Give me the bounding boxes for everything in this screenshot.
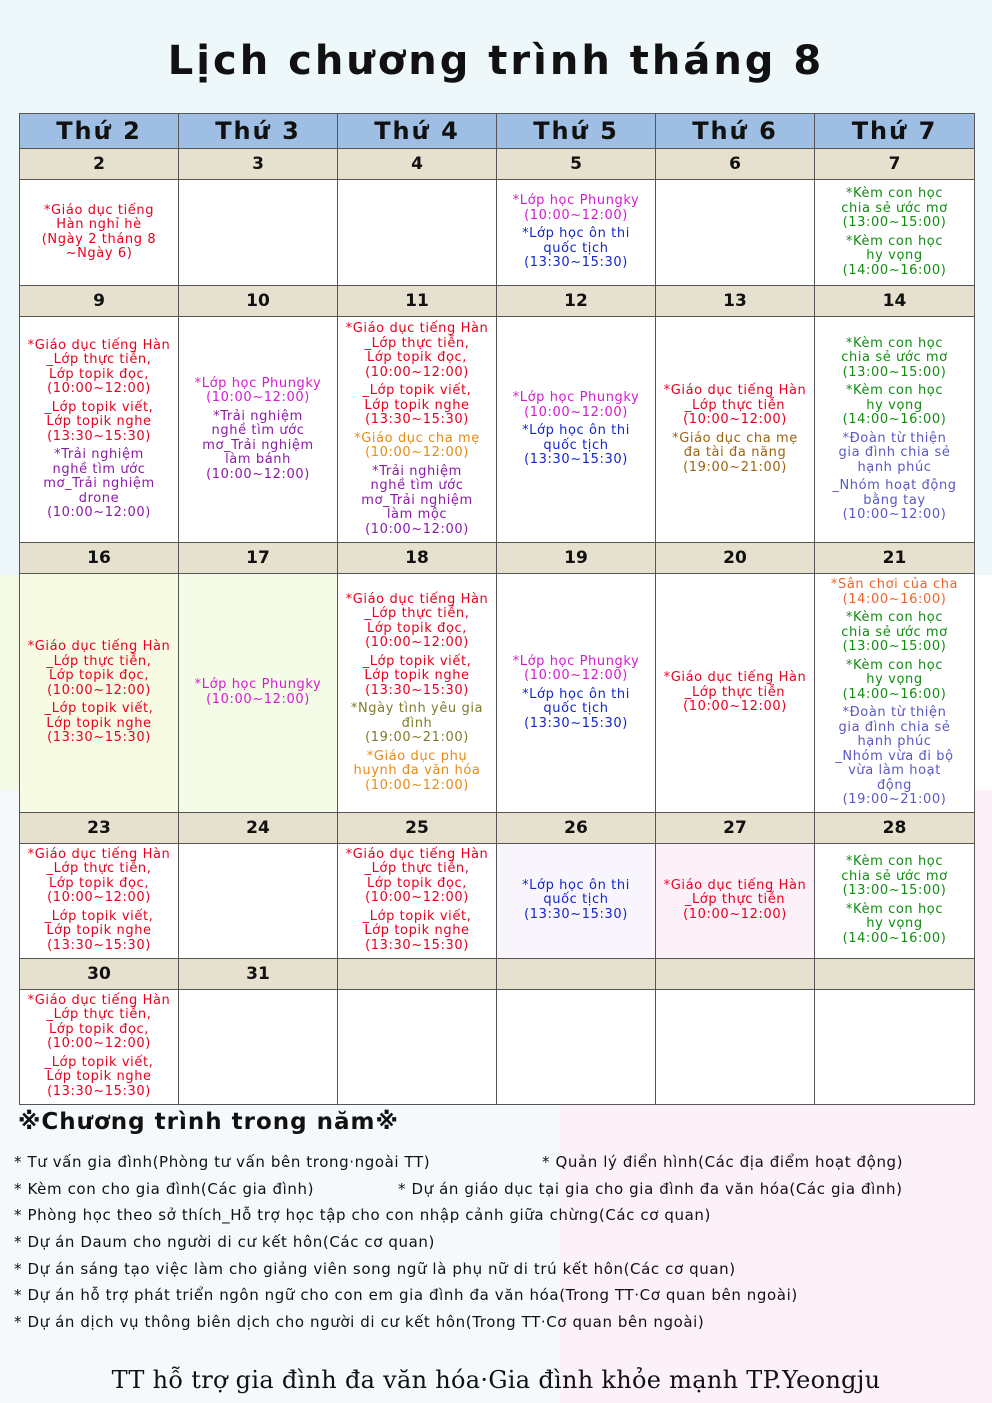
day-cell [497, 317, 656, 543]
date-row [20, 543, 975, 574]
footer-organization: TT hỗ trợ gia đình đa văn hóa·Gia đình khỏe mạnh TP.Yeongju [111, 1366, 881, 1394]
day-cell [179, 989, 338, 1104]
calendar-event: *Giáo dục tiếng Hàn _Lớp thực tiễn, Lớp topik đọc, (10:00~12:00) [27, 992, 171, 1052]
calendar-event: *Lớp học ôn thi quốc tịch (13:30~15:30) [522, 877, 630, 922]
calendar-event: *Kèm con học hy vọng (14:00~16:00) [842, 233, 947, 278]
date-cell: 6 [656, 149, 815, 180]
calendar-event: *Giáo dục tiếng Hàn _Lớp thực tiễn, Lớp topik đọc, (10:00~12:00) [27, 337, 171, 396]
calendar-event: *Lớp học ôn thi quốc tịch (13:30~15:30) [522, 226, 630, 271]
calendar-event: *Trải nghiệm nghề tìm ước mơ_Trải nghiệm làm bánh (10:00~12:00) [202, 408, 314, 482]
day-cell [179, 180, 338, 286]
program-row [14, 1206, 989, 1233]
calendar-event: *Lớp học ôn thi quốc tịch (13:30~15:30) [522, 686, 630, 731]
calendar-event: *Lớp học Phungky (10:00~12:00) [194, 677, 322, 707]
day-cell [656, 180, 815, 286]
calendar-event: _Lớp topik viết, Lớp topik nghe (13:30~15:30) [44, 399, 154, 444]
program-list [14, 1153, 989, 1340]
day-cell [20, 989, 179, 1104]
weekday-header: Thứ 6 [656, 114, 815, 149]
program-item: * Dự án giáo dục tại gia cho gia đình đa văn hóa(Các gia đình) [398, 1179, 903, 1198]
calendar-event: *Giáo dục cha mẹ đa tài đa năng (19:00~21:00) [672, 430, 798, 475]
program-item: * Quản lý điển hình(Các địa điểm hoạt động) [542, 1153, 904, 1171]
program-item: * Phòng học theo sở thích_Hỗ trợ học tập cho con nhập cảnh giữa chừng(Các cơ quan) [14, 1206, 711, 1225]
calendar-event: *Giáo dục tiếng Hàn _Lớp thực tiễn (10:00~12:00) [663, 670, 807, 714]
program-row [14, 1260, 989, 1287]
calendar-event: *Giáo dục tiếng Hàn _Lớp thực tiễn, Lớp topik đọc, (10:00~12:00) [27, 639, 171, 698]
events-row [20, 180, 975, 286]
calendar-event: *Kèm con học chia sẻ ước mơ (13:00~15:00) [841, 186, 948, 230]
events-row [20, 989, 975, 1104]
calendar-event: *Lớp học Phungky (10:00~12:00) [512, 193, 640, 223]
date-row [20, 149, 975, 180]
date-cell: 30 [20, 958, 179, 989]
date-cell: 11 [338, 286, 497, 317]
day-cell [656, 989, 815, 1104]
calendar-event: *Lớp học Phungky (10:00~12:00) [194, 375, 322, 406]
calendar-event: *Giáo dục tiếng Hàn _Lớp thực tiễn (10:00~12:00) [663, 877, 807, 922]
day-cell [338, 574, 497, 813]
day-cell [497, 180, 656, 286]
day-cell [179, 843, 338, 958]
day-cell [497, 989, 656, 1104]
program-item: * Dự án sáng tạo việc làm cho giảng viên song ngữ là phụ nữ di trú kết hôn(Các cơ quan) [14, 1259, 736, 1278]
program-item: * Tư vấn gia đình(Phòng tư vấn bên trong·ngoài TT) [14, 1153, 431, 1171]
date-cell: 26 [497, 812, 656, 843]
date-cell: 27 [656, 812, 815, 843]
program-section-title: ※Chương trình trong năm※ [18, 1109, 399, 1135]
calendar-event: *Kèm con học hy vọng (14:00~16:00) [842, 383, 947, 427]
program-row [14, 1180, 989, 1207]
calendar-event: *Giáo dục phụ huynh đa văn hóa (10:00~12:00) [353, 748, 481, 793]
day-cell [497, 843, 656, 958]
date-cell: 28 [815, 812, 975, 843]
date-cell: 23 [20, 812, 179, 843]
date-cell: 24 [179, 812, 338, 843]
day-cell [815, 574, 975, 813]
weekday-header: Thứ 4 [338, 114, 497, 149]
date-cell: 7 [815, 149, 975, 180]
date-cell: 16 [20, 543, 179, 574]
date-cell [497, 958, 656, 989]
day-cell [656, 317, 815, 543]
day-cell [656, 574, 815, 813]
date-cell: 10 [179, 286, 338, 317]
calendar-event: *Giáo dục tiếng Hàn _Lớp thực tiễn (10:00~12:00) [663, 383, 807, 427]
program-row [14, 1286, 989, 1313]
date-cell: 17 [179, 543, 338, 574]
calendar-event: *Lớp học ôn thi quốc tịch (13:30~15:30) [522, 423, 630, 468]
date-cell: 2 [20, 149, 179, 180]
program-item: * Kèm con cho gia đình(Các gia đình) [14, 1179, 315, 1198]
page-title: Lịch chương trình tháng 8 [167, 38, 825, 84]
day-cell [338, 180, 497, 286]
calendar-event: *Ngày tình yêu gia đình (19:00~21:00) [350, 701, 484, 745]
calendar-event: *Giáo dục tiếng Hàn nghỉ hè (Ngày 2 tháng 8 ~Ngày 6) [41, 202, 157, 261]
date-row [20, 812, 975, 843]
date-cell: 5 [497, 149, 656, 180]
day-cell [815, 317, 975, 543]
calendar-event: *Kèm con học hy vọng (14:00~16:00) [842, 657, 947, 702]
calendar-body [20, 149, 975, 1105]
weekday-header-row [20, 114, 975, 149]
program-item: * Dự án hỗ trợ phát triển ngôn ngữ cho con em gia đình đa văn hóa(Trong TT·Cơ quan bên ngoài) [14, 1286, 798, 1305]
date-cell: 19 [497, 543, 656, 574]
weekday-header: Thứ 7 [815, 114, 975, 149]
calendar-event: *Trải nghiệm nghề tìm ước mơ_Trải nghiệm làm mộc (10:00~12:00) [361, 463, 473, 537]
calendar-event: *Kèm con học chia sẻ ước mơ (13:00~15:00) [841, 335, 948, 380]
day-cell [179, 317, 338, 543]
date-cell [656, 958, 815, 989]
day-cell [20, 843, 179, 958]
calendar-event: *Giáo dục tiếng Hàn _Lớp thực tiễn, Lớp topik đọc, (10:00~12:00) [345, 846, 489, 906]
day-cell [338, 317, 497, 543]
day-cell [338, 843, 497, 958]
calendar-event: *Giáo dục tiếng Hàn _Lớp thực tiễn, Lớp topik đọc, (10:00~12:00) [345, 321, 489, 380]
calendar-event: _Nhóm hoạt động bằng tay (10:00~12:00) [832, 478, 957, 522]
events-row [20, 843, 975, 958]
date-cell: 3 [179, 149, 338, 180]
day-cell [20, 574, 179, 813]
day-cell [815, 989, 975, 1104]
calendar-event: *Đoàn từ thiện gia đình chia sẻ hạnh phúc _Nhóm vừa đi bộ vừa làm hoạt động (19:00~21:00) [835, 705, 954, 807]
date-row [20, 286, 975, 317]
calendar-event: *Sân chơi của cha (14:00~16:00) [830, 577, 959, 607]
calendar-event: *Lớp học Phungky (10:00~12:00) [512, 390, 640, 420]
program-item: * Dự án dịch vụ thông biên dịch cho người di cư kết hôn(Trong TT·Cơ quan bên ngoài) [14, 1313, 705, 1332]
calendar-event: _Lớp topik viết, Lớp topik nghe (13:30~15:30) [362, 653, 472, 698]
program-item: * Dự án Daum cho người di cư kết hôn(Các cơ quan) [14, 1233, 435, 1252]
day-cell [179, 574, 338, 813]
weekday-header: Thứ 2 [20, 114, 179, 149]
day-cell [656, 843, 815, 958]
calendar-event: *Trải nghiệm nghề tìm ước mơ_Trải nghiệm drone (10:00~12:00) [43, 447, 155, 520]
day-cell [815, 180, 975, 286]
day-cell [338, 989, 497, 1104]
day-cell [815, 843, 975, 958]
calendar-event: *Kèm con học chia sẻ ước mơ (13:00~15:00) [841, 854, 948, 898]
calendar-event: *Giáo dục cha mẹ (10:00~12:00) [354, 430, 480, 460]
date-cell: 12 [497, 286, 656, 317]
date-cell: 14 [815, 286, 975, 317]
calendar-event: *Giáo dục tiếng Hàn _Lớp thực tiễn, Lớp topik đọc, (10:00~12:00) [345, 591, 489, 650]
calendar-event: _Lớp topik viết, Lớp topik nghe (13:30~15:30) [44, 908, 154, 953]
calendar-event: _Lớp topik viết, Lớp topik nghe (13:30~15:30) [362, 908, 472, 953]
weekday-header: Thứ 3 [179, 114, 338, 149]
day-cell [497, 574, 656, 813]
date-cell: 4 [338, 149, 497, 180]
calendar-event: *Giáo dục tiếng Hàn _Lớp thực tiễn, Lớp topik đọc, (10:00~12:00) [27, 846, 171, 906]
date-cell: 31 [179, 958, 338, 989]
calendar-event: _Lớp topik viết, Lớp topik nghe (13:30~15:30) [44, 1054, 154, 1099]
calendar-event: _Lớp topik viết, Lớp topik nghe (13:30~15:30) [44, 701, 154, 745]
date-cell: 18 [338, 543, 497, 574]
calendar-table [19, 113, 975, 1105]
program-row [14, 1153, 989, 1180]
calendar-event: *Đoàn từ thiện gia đình chia sẻ hạnh phúc [838, 430, 951, 475]
events-row [20, 317, 975, 543]
date-cell: 13 [656, 286, 815, 317]
date-cell: 25 [338, 812, 497, 843]
day-cell [20, 317, 179, 543]
date-row [20, 958, 975, 989]
weekday-header: Thứ 5 [497, 114, 656, 149]
date-cell [815, 958, 975, 989]
date-cell: 21 [815, 543, 975, 574]
calendar-event: _Lớp topik viết, Lớp topik nghe (13:30~15:30) [362, 383, 472, 427]
calendar-event: *Kèm con học chia sẻ ước mơ (13:00~15:00) [841, 610, 948, 654]
program-row [14, 1313, 989, 1340]
day-cell [20, 180, 179, 286]
program-row [14, 1233, 989, 1260]
calendar-event: *Kèm con học hy vọng (14:00~16:00) [842, 901, 947, 946]
events-row [20, 574, 975, 813]
date-cell: 20 [656, 543, 815, 574]
calendar-event: *Lớp học Phungky (10:00~12:00) [512, 653, 640, 683]
date-cell: 9 [20, 286, 179, 317]
date-cell [338, 958, 497, 989]
